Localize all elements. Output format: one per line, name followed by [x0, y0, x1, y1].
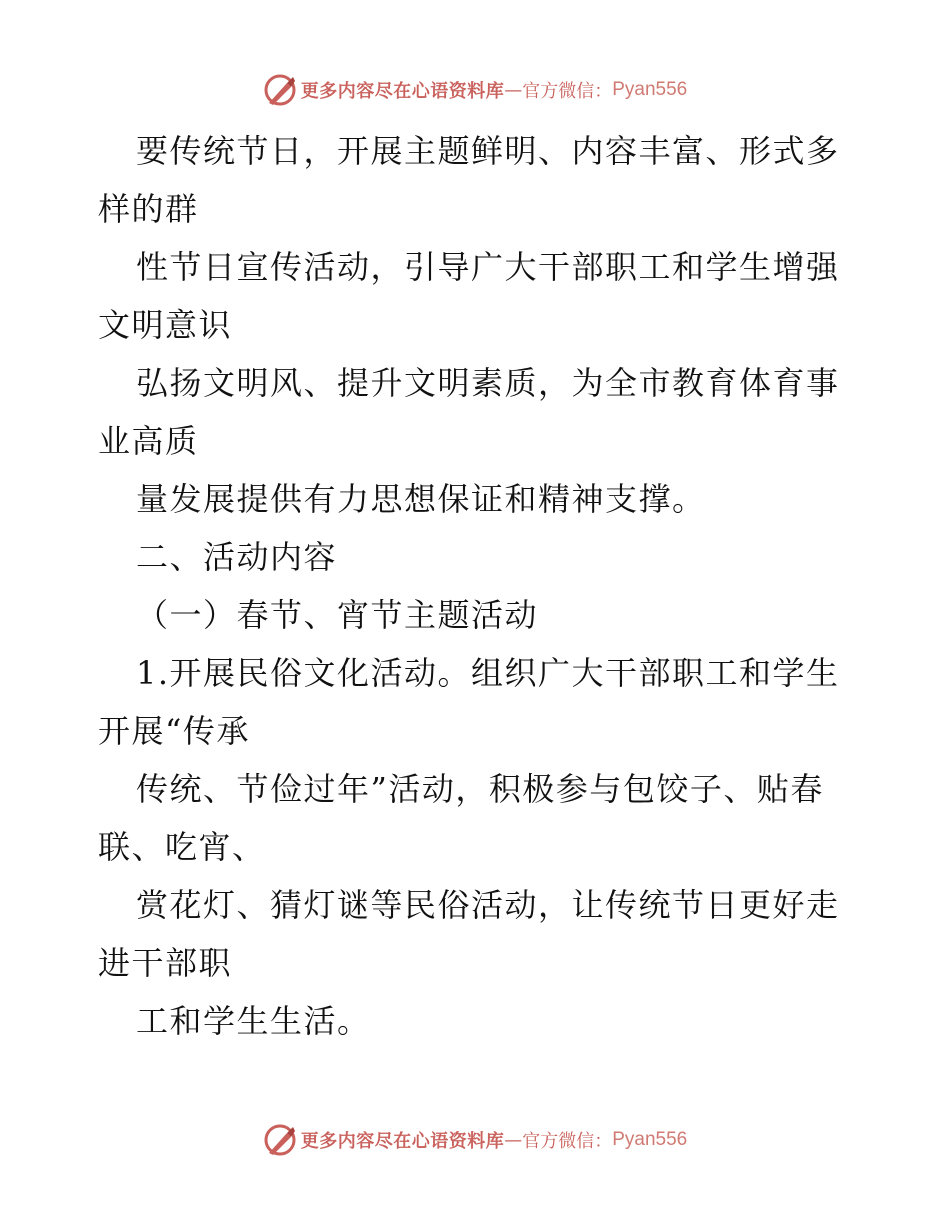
watermark-label: 官方微信： — [522, 81, 613, 102]
text-line: 传统、节俭过年”活动，积极参与包饺子、贴春 — [136, 770, 824, 808]
subsection-heading: （一）春节、宵节主题活动 — [136, 596, 539, 634]
watermark-separator: — — [504, 79, 523, 101]
text-line: 业高质 — [98, 422, 199, 460]
section-heading: 二、活动内容 — [136, 538, 338, 576]
text-line: 弘扬文明风、提升文明素质，为全市教育体育事 — [136, 364, 840, 402]
text-line: 要传统节日，开展主题鲜明、内容丰富、形式多 — [136, 132, 840, 170]
watermark-id: Pyan556 — [612, 1129, 688, 1150]
watermark-label: 官方微信： — [522, 1131, 613, 1152]
text-line: 工和学生生活。 — [136, 1002, 371, 1040]
text-line: 进干部职 — [98, 944, 233, 982]
text-line: 量发展提供有力思想保证和精神支撑。 — [136, 480, 706, 518]
pen-logo-icon — [263, 73, 297, 107]
watermark-id: Pyan556 — [612, 79, 688, 100]
text-line: 性节日宣传活动，引导广大干部职工和学生增强 — [136, 248, 840, 286]
document-body — [98, 122, 858, 1050]
text-line: 开展“传承 — [98, 712, 250, 750]
watermark-main-text: 更多内容尽在心语资料库 — [300, 1131, 505, 1152]
header-watermark — [0, 70, 950, 110]
text-line: 文明意识 — [98, 306, 233, 344]
pen-logo-icon — [263, 1123, 297, 1157]
footer-watermark — [0, 1120, 950, 1160]
text-line: 样的群 — [98, 190, 199, 228]
watermark-separator: — — [504, 1129, 523, 1151]
text-line: 联、吃宵、 — [98, 828, 266, 866]
text-line: 1.开展民俗文化活动。组织广大干部职工和学生 — [136, 654, 840, 692]
text-line: 赏花灯、猜灯谜等民俗活动，让传统节日更好走 — [136, 886, 840, 924]
watermark-main-text: 更多内容尽在心语资料库 — [300, 81, 505, 102]
